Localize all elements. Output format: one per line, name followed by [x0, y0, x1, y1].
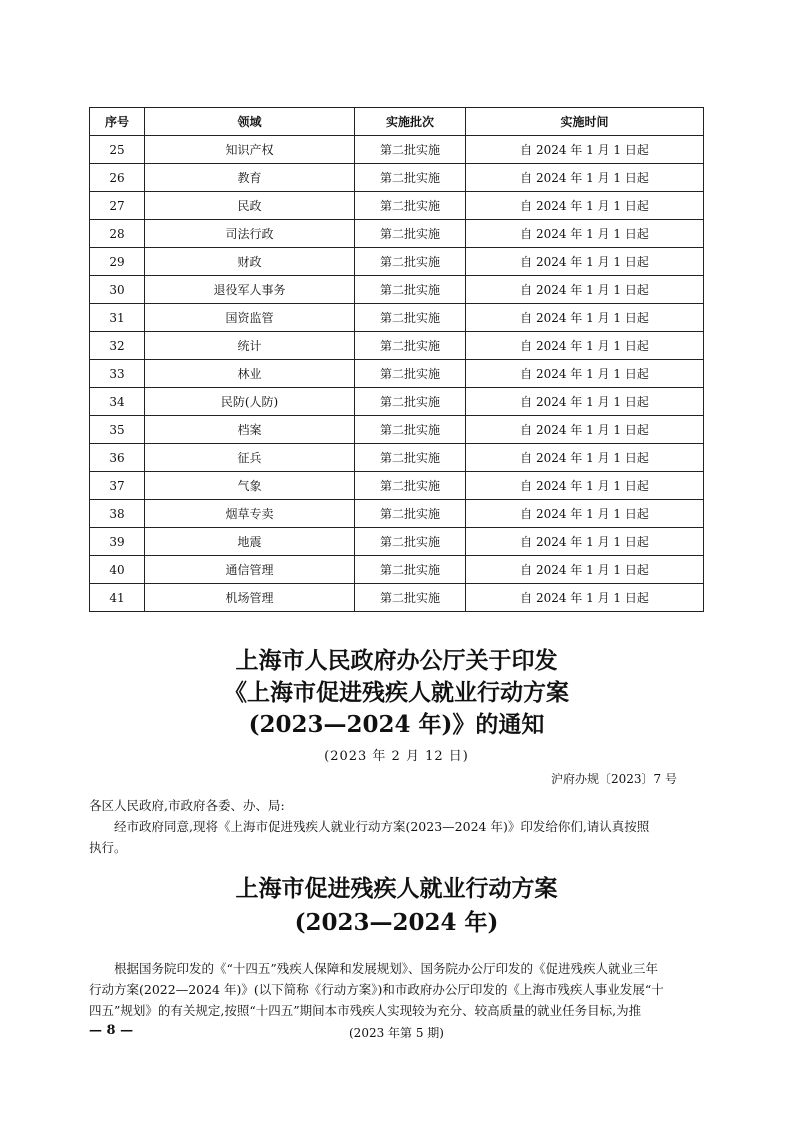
table-row	[90, 276, 704, 304]
cell-batch: 第二批实施	[355, 500, 466, 528]
header-field: 领域	[145, 108, 355, 136]
notice-date: (2023 年 2 月 12 日)	[324, 749, 469, 764]
cell-time: 自 2024 年 1 月 1 日起	[466, 444, 704, 472]
cell-time: 自 2024 年 1 月 1 日起	[466, 276, 704, 304]
table-row	[90, 332, 704, 360]
table-row	[90, 556, 704, 584]
cell-index: 30	[90, 276, 145, 304]
cell-batch: 第二批实施	[355, 584, 466, 612]
cell-field: 机场管理	[145, 584, 355, 612]
cell-time: 自 2024 年 1 月 1 日起	[466, 220, 704, 248]
table-row	[90, 304, 704, 332]
plan-para-line1: 根据国务院印发的《“十四五”残疾人保障和发展规划》、国务院办公厅印发的《促进残疾人就业三年	[114, 961, 659, 976]
notice-body-line1: 经市政府同意,现将《上海市促进残疾人就业行动方案(2023—2024 年)》印发给你们,请认真按照	[114, 819, 650, 834]
table-row	[90, 220, 704, 248]
cell-index: 41	[90, 584, 145, 612]
cell-field: 司法行政	[145, 220, 355, 248]
table-header-row	[90, 108, 704, 136]
notice-body-line2: 执行。	[89, 840, 127, 855]
table-row	[90, 416, 704, 444]
cell-time: 自 2024 年 1 月 1 日起	[466, 164, 704, 192]
cell-index: 37	[90, 472, 145, 500]
cell-batch: 第二批实施	[355, 388, 466, 416]
cell-index: 31	[90, 304, 145, 332]
cell-batch: 第二批实施	[355, 528, 466, 556]
plan-para-line3: 四五”规划》的有关规定,按照“十四五”期间本市残疾人实现较为充分、较高质量的就业任务目标,为推	[89, 1003, 642, 1018]
cell-batch: 第二批实施	[355, 248, 466, 276]
cell-batch: 第二批实施	[355, 220, 466, 248]
cell-time: 自 2024 年 1 月 1 日起	[466, 360, 704, 388]
cell-time: 自 2024 年 1 月 1 日起	[466, 136, 704, 164]
table-row	[90, 444, 704, 472]
cell-time: 自 2024 年 1 月 1 日起	[466, 192, 704, 220]
cell-index: 25	[90, 136, 145, 164]
header-time: 实施时间	[466, 108, 704, 136]
plan-title-line2: (2023—2024 年)	[294, 909, 499, 936]
notice-title-line3: (2023—2024 年)》的通知	[248, 711, 545, 738]
table-row	[90, 248, 704, 276]
cell-field: 烟草专卖	[145, 500, 355, 528]
notice-title-line2: 《上海市促进残疾人就业行动方案	[224, 679, 569, 706]
cell-batch: 第二批实施	[355, 472, 466, 500]
cell-index: 38	[90, 500, 145, 528]
cell-batch: 第二批实施	[355, 164, 466, 192]
table-row	[90, 472, 704, 500]
table-row	[90, 192, 704, 220]
cell-field: 地震	[145, 528, 355, 556]
table-row	[90, 388, 704, 416]
table-row	[90, 528, 704, 556]
plan-para-line2: 行动方案(2022—2024 年)》(以下简称《行动方案》)和市政府办公厅印发的《上海市残疾人事业发展“十	[89, 982, 664, 997]
cell-index: 39	[90, 528, 145, 556]
cell-index: 28	[90, 220, 145, 248]
cell-index: 33	[90, 360, 145, 388]
issue-label: (2023 年第 5 期)	[349, 1026, 444, 1040]
cell-index: 27	[90, 192, 145, 220]
cell-batch: 第二批实施	[355, 556, 466, 584]
cell-time: 自 2024 年 1 月 1 日起	[466, 472, 704, 500]
cell-field: 退役军人事务	[145, 276, 355, 304]
page-number: — 8 —	[89, 1023, 134, 1038]
cell-time: 自 2024 年 1 月 1 日起	[466, 556, 704, 584]
header-index: 序号	[90, 108, 145, 136]
cell-batch: 第二批实施	[355, 136, 466, 164]
cell-field: 档案	[145, 416, 355, 444]
cell-batch: 第二批实施	[355, 416, 466, 444]
cell-field: 统计	[145, 332, 355, 360]
cell-index: 32	[90, 332, 145, 360]
cell-batch: 第二批实施	[355, 332, 466, 360]
table-row	[90, 584, 704, 612]
implementation-table	[89, 107, 704, 612]
cell-field: 国资监管	[145, 304, 355, 332]
cell-time: 自 2024 年 1 月 1 日起	[466, 584, 704, 612]
cell-batch: 第二批实施	[355, 276, 466, 304]
cell-field: 通信管理	[145, 556, 355, 584]
cell-batch: 第二批实施	[355, 444, 466, 472]
cell-index: 35	[90, 416, 145, 444]
plan-title-line1: 上海市促进残疾人就业行动方案	[235, 875, 558, 902]
table-row	[90, 360, 704, 388]
notice-title-line1: 上海市人民政府办公厅关于印发	[235, 647, 558, 674]
cell-time: 自 2024 年 1 月 1 日起	[466, 500, 704, 528]
cell-field: 征兵	[145, 444, 355, 472]
cell-index: 36	[90, 444, 145, 472]
cell-batch: 第二批实施	[355, 360, 466, 388]
cell-index: 26	[90, 164, 145, 192]
cell-index: 40	[90, 556, 145, 584]
table-row	[90, 164, 704, 192]
cell-index: 29	[90, 248, 145, 276]
cell-time: 自 2024 年 1 月 1 日起	[466, 416, 704, 444]
cell-index: 34	[90, 388, 145, 416]
table-row	[90, 500, 704, 528]
cell-field: 民政	[145, 192, 355, 220]
cell-time: 自 2024 年 1 月 1 日起	[466, 388, 704, 416]
cell-field: 知识产权	[145, 136, 355, 164]
cell-time: 自 2024 年 1 月 1 日起	[466, 248, 704, 276]
cell-field: 林业	[145, 360, 355, 388]
cell-batch: 第二批实施	[355, 304, 466, 332]
header-batch: 实施批次	[355, 108, 466, 136]
cell-field: 教育	[145, 164, 355, 192]
document-number: 沪府办规〔2023〕7 号	[551, 772, 677, 786]
table-row	[90, 136, 704, 164]
cell-time: 自 2024 年 1 月 1 日起	[466, 304, 704, 332]
cell-batch: 第二批实施	[355, 192, 466, 220]
cell-time: 自 2024 年 1 月 1 日起	[466, 332, 704, 360]
cell-time: 自 2024 年 1 月 1 日起	[466, 528, 704, 556]
cell-field: 民防(人防)	[145, 388, 355, 416]
notice-addressee: 各区人民政府,市政府各委、办、局:	[89, 798, 285, 813]
cell-field: 气象	[145, 472, 355, 500]
cell-field: 财政	[145, 248, 355, 276]
